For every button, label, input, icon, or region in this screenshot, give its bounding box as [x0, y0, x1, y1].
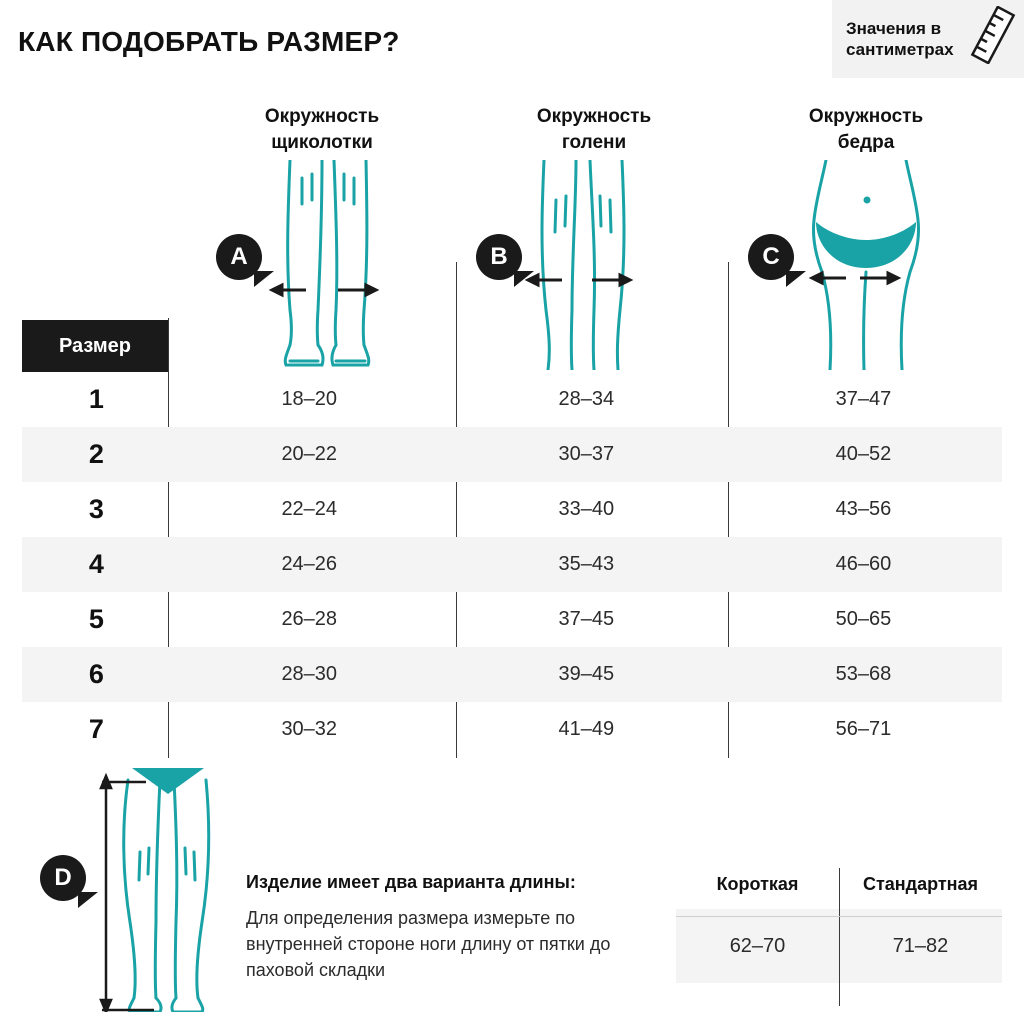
cell-size: 7	[88, 714, 104, 744]
units-badge	[832, 0, 1024, 78]
cell-calf: 33–40	[558, 498, 615, 520]
units-badge-label: Значения в сантиметрах	[846, 18, 954, 59]
page-title: КАК ПОДОБРАТЬ РАЗМЕР?	[18, 26, 400, 57]
column-heading-thigh-line2: бедра	[837, 131, 895, 153]
cell-size: 3	[88, 494, 104, 524]
length-table-header-rule	[676, 916, 1002, 917]
ruler-icon	[970, 6, 1016, 69]
marker-a-tail	[254, 271, 274, 287]
cell-thigh: 37–47	[835, 388, 892, 410]
length-instructions-title: Изделие имеет два варианта длины:	[246, 872, 576, 892]
length-instructions-description: Для определения размера измерьте по внутренней стороне ноги длину от пятки до паховой складки	[246, 908, 611, 981]
legs-length-illustration	[92, 762, 272, 1012]
marker-a: A	[216, 234, 262, 280]
marker-d-tail	[78, 892, 98, 908]
table-row	[22, 647, 1002, 702]
cell-size: 2	[22, 427, 171, 482]
cell-ankle: 24–26	[171, 537, 448, 592]
size-table	[22, 372, 1002, 757]
length-instructions	[246, 872, 646, 983]
column-heading-calf-line1: Окружность	[536, 106, 652, 127]
cell-calf: 35–43	[448, 537, 725, 592]
cell-calf: 37–45	[558, 608, 615, 630]
length-value-short: 62–70	[676, 909, 839, 983]
table-row	[22, 372, 1002, 427]
marker-b: B	[476, 234, 522, 280]
column-heading-thigh-line1: Окружность	[808, 106, 924, 127]
column-heading-ankle	[186, 104, 458, 155]
length-header-short: Короткая	[716, 874, 799, 894]
cell-thigh: 53–68	[725, 647, 1002, 702]
column-heading-calf-line2: голени	[561, 131, 627, 153]
cell-size: 6	[22, 647, 171, 702]
length-table-rule	[839, 868, 840, 1006]
marker-c: C	[748, 234, 794, 280]
cell-ankle: 18–20	[281, 388, 338, 410]
table-row	[22, 427, 1002, 482]
cell-ankle: 30–32	[281, 718, 338, 740]
cell-calf: 39–45	[448, 647, 725, 702]
cell-thigh: 56–71	[835, 718, 892, 740]
table-row	[22, 592, 1002, 647]
column-heading-thigh	[730, 104, 1002, 155]
size-column-header: Размер	[22, 320, 168, 372]
cell-thigh: 43–56	[835, 498, 892, 520]
column-heading-ankle-line1: Окружность	[264, 106, 380, 127]
cell-ankle: 22–24	[281, 498, 338, 520]
cell-thigh: 50–65	[835, 608, 892, 630]
cell-ankle: 28–30	[171, 647, 448, 702]
cell-size: 4	[22, 537, 171, 592]
cell-thigh: 46–60	[725, 537, 1002, 592]
table-row	[22, 537, 1002, 592]
length-header-standard: Стандартная	[862, 874, 979, 894]
marker-d: D	[40, 855, 86, 901]
cell-size: 1	[88, 384, 104, 414]
table-row	[22, 482, 1002, 537]
cell-calf: 28–34	[558, 388, 615, 410]
cell-ankle: 26–28	[281, 608, 338, 630]
length-value-standard: 71–82	[839, 909, 1002, 983]
cell-calf: 30–37	[448, 427, 725, 482]
column-heading-calf	[458, 104, 730, 155]
marker-b-tail	[514, 271, 534, 287]
table-row	[22, 702, 1002, 757]
cell-thigh: 40–52	[725, 427, 1002, 482]
column-heading-ankle-line2: щиколотки	[271, 131, 373, 153]
cell-calf: 41–49	[558, 718, 615, 740]
cell-size: 5	[88, 604, 104, 634]
cell-ankle: 20–22	[171, 427, 448, 482]
marker-c-tail	[786, 271, 806, 287]
